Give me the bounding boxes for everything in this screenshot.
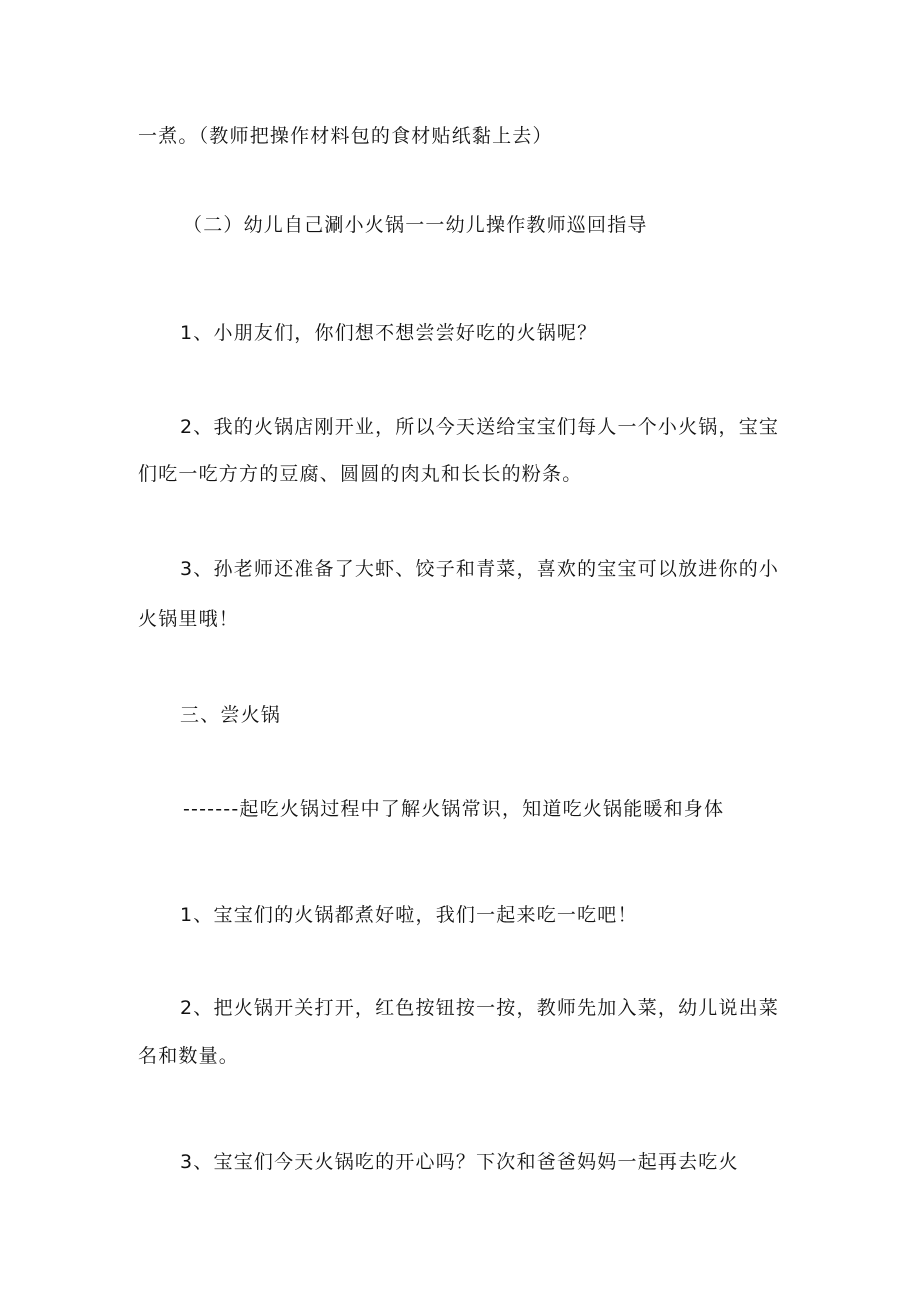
list-item-4: 1、宝宝们的火锅都煮好啦，我们一起来吃一吃吧！ — [180, 904, 638, 926]
list-item-3: 3、孙老师还准备了大虾、饺子和青菜，喜欢的宝宝可以放进你的小 — [180, 558, 780, 580]
text-line-1: 一煮。（教师把操作材料包的食材贴纸黏上去） — [138, 125, 553, 147]
section-heading-3: 三、尝火锅 — [180, 704, 282, 726]
list-item-5-continued: 名和数量。 — [138, 1045, 240, 1067]
list-item-2-continued: 们吃一吃方方的豆腐、圆圆的肉丸和长长的粉条。 — [138, 463, 583, 485]
list-item-6: 3、宝宝们今天火锅吃的开心吗？下次和爸爸妈妈一起再去吃火 — [180, 1151, 739, 1173]
list-item-2: 2、我的火锅店刚开业，所以今天送给宝宝们每人一个小火锅，宝宝 — [180, 416, 780, 438]
list-item-1: 1、小朋友们，你们想不想尝尝好吃的火锅呢？ — [180, 322, 598, 344]
section-heading-2: （二）幼儿自己涮小火锅一一幼儿操作教师巡回指导 — [183, 214, 648, 236]
list-item-3-continued: 火锅里哦！ — [138, 608, 240, 630]
section-subtitle: -------起吃火锅过程中了解火锅常识，知道吃火锅能暖和身体 — [183, 798, 725, 820]
list-item-5: 2、把火锅开关打开，红色按钮按一按，教师先加入菜，幼儿说出菜 — [180, 997, 780, 1019]
